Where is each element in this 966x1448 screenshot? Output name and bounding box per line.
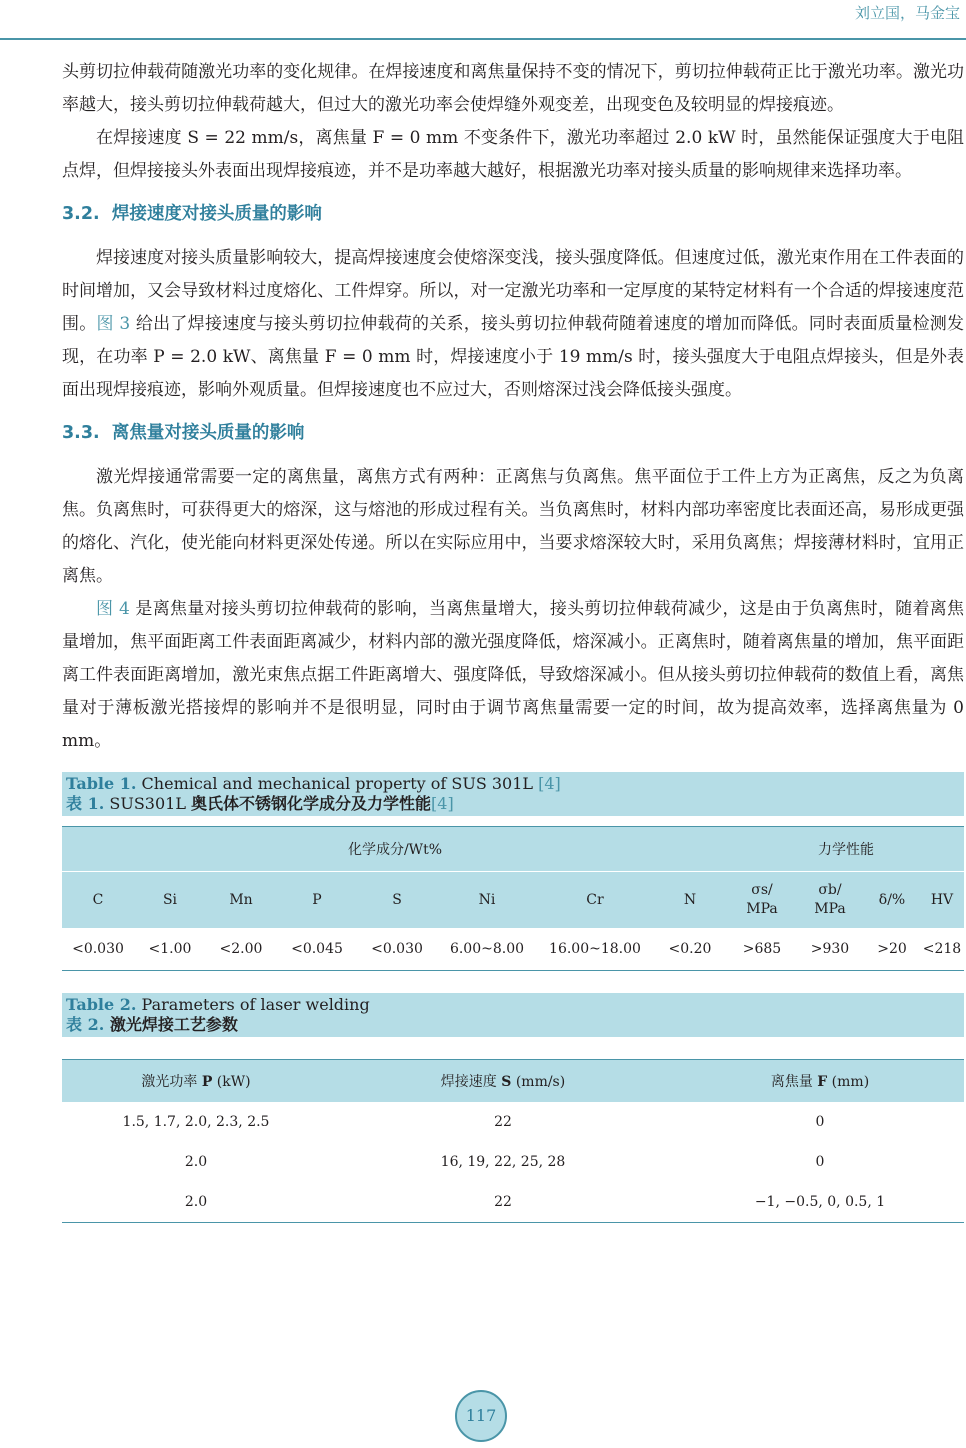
table-cell: 1.5, 1.7, 2.0, 2.3, 2.5: [122, 1114, 270, 1130]
header-text: 离焦量: [770, 1074, 818, 1090]
section-number: 3.3.: [62, 423, 100, 443]
table-cell: >685: [728, 928, 796, 971]
table-cell: <0.030: [62, 928, 134, 971]
header-text: 激光功率: [141, 1074, 202, 1090]
table-2-caption-cn: [66, 1015, 960, 1035]
caption-title: 奥氏体不锈钢化学成分及力学性能: [191, 794, 432, 813]
header-symbol: P: [201, 1074, 213, 1090]
col-header-sigma-s: [728, 872, 796, 929]
table-cell: 22: [330, 1182, 676, 1223]
table-cell: 22: [494, 1114, 512, 1130]
table-1-group-mechanical: 力学性能: [728, 827, 964, 872]
header-unit: (mm/s): [511, 1074, 566, 1090]
table-row: [62, 928, 964, 971]
table-cell: <218: [920, 928, 964, 971]
table-cell: >20: [864, 928, 920, 971]
col-header: P: [276, 872, 358, 929]
col-header-hv: HV: [920, 872, 964, 929]
col-header: Mn: [206, 872, 276, 929]
table-cell: <1.00: [134, 928, 206, 971]
caption-label: Table 2.: [66, 995, 137, 1014]
header-line: MPa: [746, 901, 778, 917]
header-symbol: S: [501, 1074, 512, 1090]
table-row: [62, 1102, 964, 1142]
section-3-3-heading: [62, 415, 964, 451]
table-cell: <0.030: [358, 928, 436, 971]
caption-label: Table 1.: [66, 774, 137, 793]
page-body: [62, 56, 964, 1223]
paragraph-3: [62, 242, 964, 407]
header-text: 焊接速度: [440, 1074, 502, 1090]
table-2-caption: [62, 993, 964, 1037]
page-number: 117: [455, 1390, 507, 1442]
table-cell: 6.00~8.00: [436, 928, 538, 971]
caption-text: Chemical and mechanical property of SUS 301L: [136, 774, 539, 793]
table-1-caption-cn: [66, 794, 960, 814]
running-header-authors: 刘立国，马金宝: [854, 4, 960, 22]
paragraph-3-text-a: 焊接速度对接头质量影响较大，提高焊接速度会使熔深变浅，接头强度降低。但速度过低，激光束作用在工件表面的时间增加，又会导致材料过度熔化、工件焊穿。所以，对一定激光功率和一定厚度的某特定材料有一个合适的焊接速度范围。: [62, 248, 964, 334]
table-cell: 16, 19, 22, 25, 28: [440, 1154, 566, 1170]
table-cell: <0.045: [276, 928, 358, 971]
header-unit: (mm): [827, 1074, 870, 1090]
table-1-group-chemical: 化学成分/Wt%: [62, 827, 728, 872]
caption-text: SUS301L: [104, 794, 192, 813]
col-header-power: [62, 1060, 330, 1103]
figure-3-link[interactable]: 图 3: [96, 314, 131, 334]
header-rule: [0, 38, 966, 40]
header-line: σb/: [818, 882, 842, 898]
table-cell: 0: [815, 1154, 825, 1170]
citation-link[interactable]: [4]: [538, 774, 561, 793]
paragraph-5-text: 是离焦量对接头剪切拉伸载荷的影响，当离焦量增大，接头剪切拉伸载荷减少，这是由于负离焦时，随着离焦量增加，焦平面距离工件表面距离减少，材料内部的激光强度降低，熔深减小。正离焦时，随着离焦量的增加，焦平面距离工件表面距离增加，激光束焦点据工件距离增大、强度降低，导致熔深减小。但从接头剪切拉伸载荷的数值上看，离焦量对于薄板激光搭接焊的影响并不是很明显，同时由于调节离焦量需要一定的时间，故为提高效率，选择离焦量为 0 mm。: [62, 599, 964, 751]
section-title: 焊接速度对接头质量的影响: [111, 204, 322, 224]
col-header-delta: δ/%: [864, 872, 920, 929]
paragraph-2: 在焊接速度 S = 22 mm/s，离焦量 F = 0 mm 不变条件下，激光功率超过 2.0 kW 时，虽然能保证强度大于电阻点焊，但焊接接头外表面出现焊接痕迹，并不是功率越大越好，根据激光功率对接头质量的影响规律来选择功率。: [62, 128, 964, 181]
caption-title: 激光焊接工艺参数: [104, 1015, 238, 1034]
caption-label: 表 1.: [66, 794, 105, 813]
table-cell: >930: [796, 928, 864, 971]
col-header: N: [652, 872, 728, 929]
col-header: Cr: [538, 872, 652, 929]
section-3-2-heading: [62, 196, 964, 232]
table-1: [62, 826, 964, 971]
col-header-speed: [330, 1060, 676, 1103]
table-row: [62, 1182, 964, 1223]
header-unit: (kW): [212, 1074, 251, 1090]
header-symbol: F: [817, 1074, 828, 1090]
table-row: [62, 1142, 964, 1182]
table-cell: 2.0: [62, 1182, 330, 1223]
figure-4-link[interactable]: 图 4: [96, 599, 130, 619]
citation-link[interactable]: [4]: [431, 794, 454, 813]
table-2: [62, 1059, 964, 1223]
paragraph-4: 激光焊接通常需要一定的离焦量，离焦方式有两种：正离焦与负离焦。焦平面位于工件上方为正离焦，反之为负离焦。负离焦时，可获得更大的熔深，这与熔池的形成过程有关。当负离焦时，材料内部功率密度比表面还高，易形成更强的熔化、汽化，使光能向材料更深处传递。所以在实际应用中，当要求熔深较大时，采用负离焦；焊接薄材料时，宜用正离焦。: [62, 467, 964, 586]
col-header-defocus: [676, 1060, 964, 1103]
paragraph-1: 头剪切拉伸载荷随激光功率的变化规律。在焊接速度和离焦量保持不变的情况下，剪切拉伸载荷正比于激光功率。激光功率越大，接头剪切拉伸载荷越大，但过大的激光功率会使焊缝外观变差，出现变色及较明显的焊接痕迹。: [62, 62, 964, 115]
col-header: Ni: [436, 872, 538, 929]
col-header: S: [358, 872, 436, 929]
table-cell: −1, −0.5, 0, 0.5, 1: [676, 1182, 964, 1223]
header-line: σs/: [751, 882, 773, 898]
section-title: 离焦量对接头质量的影响: [111, 423, 305, 443]
paragraph-5: [62, 593, 964, 758]
header-line: MPa: [814, 901, 846, 917]
table-1-caption: [62, 772, 964, 816]
table-2-caption-en: [66, 995, 960, 1015]
col-header-sigma-b: [796, 872, 864, 929]
table-cell: 0: [815, 1114, 825, 1130]
table-1-caption-en: [66, 774, 960, 794]
table-cell: <0.20: [652, 928, 728, 971]
section-number: 3.2.: [62, 204, 100, 224]
caption-label: 表 2.: [66, 1015, 105, 1034]
caption-text: Parameters of laser welding: [136, 995, 370, 1014]
paragraph-3-text-b: 给出了焊接速度与接头剪切拉伸载荷的关系，接头剪切拉伸载荷随着速度的增加而降低。同时表面质量检测发现，在功率 P = 2.0 kW、离焦量 F = 0 mm 时，焊接速度小于 19 mm/s 时，接头强度大于电阻点焊接头，但是外表面出现焊接痕迹，影响外观质量。但焊接速度也不应过大，否则熔深过浅会降低接头强度。: [62, 314, 964, 400]
col-header: C: [62, 872, 134, 929]
col-header: Si: [134, 872, 206, 929]
table-cell: <2.00: [206, 928, 276, 971]
table-cell: 2.0: [184, 1154, 208, 1170]
table-cell: 16.00~18.00: [538, 928, 652, 971]
